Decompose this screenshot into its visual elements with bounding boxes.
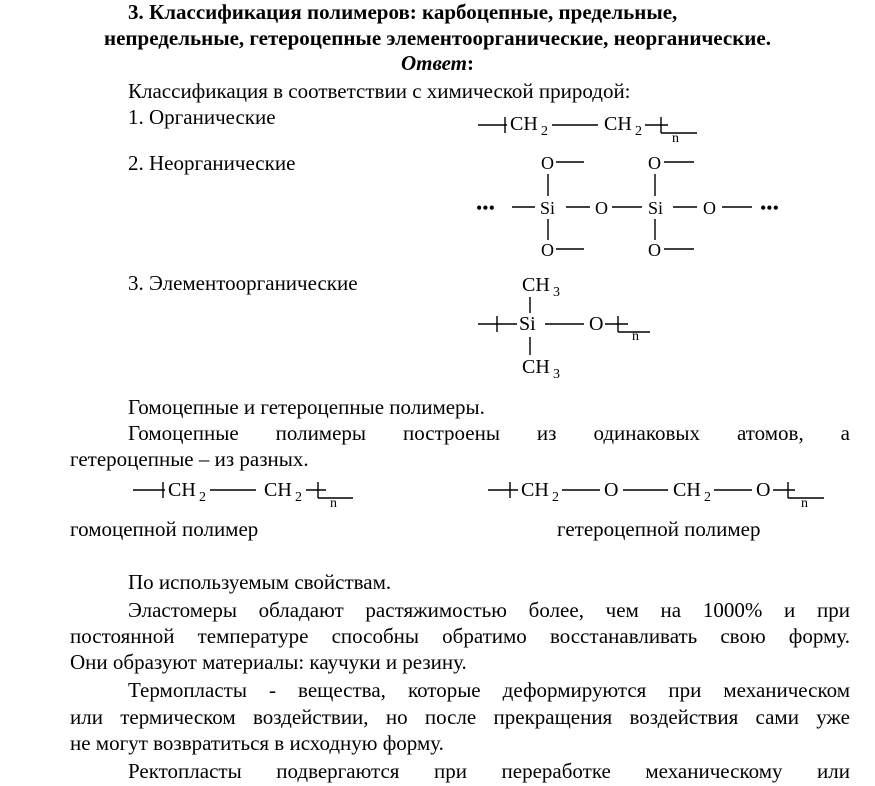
class-inorganic: 2. Неорганические xyxy=(128,151,296,175)
homo-hetero-para-line-1: Гомоцепные полимеры построены из одинаковых атомов, а xyxy=(128,421,850,445)
ch2-text: CH xyxy=(673,479,701,501)
heading-line-2: непредельные, гетероцепные элементоорганические, неорганические. xyxy=(104,26,771,50)
intro-text: Классификация в соответствии с химической природой: xyxy=(128,79,631,103)
answer-label: Ответ xyxy=(400,51,467,75)
n-subscript: n xyxy=(330,496,337,511)
homochain-label: гомоцепной полимер xyxy=(70,517,259,541)
o-atom: O xyxy=(595,198,608,218)
homo-hetero-para-line-2: гетероцепные – из разных. xyxy=(70,447,309,471)
thermoplastics-line-1: Термопласты - вещества, которые деформируются при механическом xyxy=(128,678,850,702)
class-organic: 1. Органические xyxy=(128,105,276,129)
ch2-subscript: 2 xyxy=(704,490,711,505)
ch3-text: CH xyxy=(522,274,550,296)
ch3-subscript: 3 xyxy=(553,285,560,300)
ch2-text: CH xyxy=(168,479,196,501)
o-atom: O xyxy=(648,240,661,260)
reactoplastics-line-1: Ректопласты подвергаются при переработке механическому или xyxy=(128,759,850,783)
o-atom: O xyxy=(541,240,554,260)
elastomers-line-1: Эластомеры обладают растяжимостью более, чем на 1000% и при xyxy=(128,598,850,622)
si-atom: Si xyxy=(519,313,536,335)
si-atom: Si xyxy=(648,198,664,218)
heterochain-label: гетероцепной полимер xyxy=(557,517,761,541)
ch2-text: CH xyxy=(521,479,549,501)
chain-dots-right: ••• xyxy=(760,198,779,218)
chain-dots-left: ••• xyxy=(476,198,495,218)
class-elementorganic: 3. Элементоорганические xyxy=(128,271,358,295)
heading-line-1: 3. Классификация полимеров: карбоцепные, предельные, xyxy=(128,0,678,24)
o-atom: O xyxy=(589,313,604,335)
homo-hetero-title: Гомоцепные и гетероцепные полимеры. xyxy=(128,395,485,419)
elastomers-line-3: Они образуют материалы: каучуки и резину. xyxy=(70,650,467,674)
o-atom: O xyxy=(648,153,661,173)
n-subscript: n xyxy=(801,496,808,511)
elastomers-line-2: постоянной температуре способны обратимо восстанавливать свою форму. xyxy=(70,624,850,648)
ch2-subscript: 2 xyxy=(635,124,642,139)
o-atom: O xyxy=(703,198,716,218)
si-atom: Si xyxy=(540,198,556,218)
properties-title: По используемым свойствам. xyxy=(128,570,392,594)
thermoplastics-line-2: или термическом воздействии, но после прекращения воздействия сами уже xyxy=(70,705,850,729)
n-subscript: n xyxy=(632,329,639,344)
ch2-subscript: 2 xyxy=(541,124,548,139)
o-atom: O xyxy=(756,479,771,501)
o-atom: O xyxy=(604,479,619,501)
ch2-text: CH xyxy=(264,479,292,501)
answer-colon: : xyxy=(467,51,474,75)
thermoplastics-line-3: не могут возвратиться в исходную форму. xyxy=(70,731,444,755)
n-subscript: n xyxy=(672,131,679,146)
ch3-text: CH xyxy=(522,356,550,378)
ch2-text: CH xyxy=(510,113,538,135)
o-atom: O xyxy=(541,153,554,173)
ch2-text: CH xyxy=(604,113,632,135)
ch2-subscript: 2 xyxy=(552,490,559,505)
ch2-subscript: 2 xyxy=(295,490,302,505)
ch2-subscript: 2 xyxy=(199,490,206,505)
ch3-subscript: 3 xyxy=(553,367,560,382)
